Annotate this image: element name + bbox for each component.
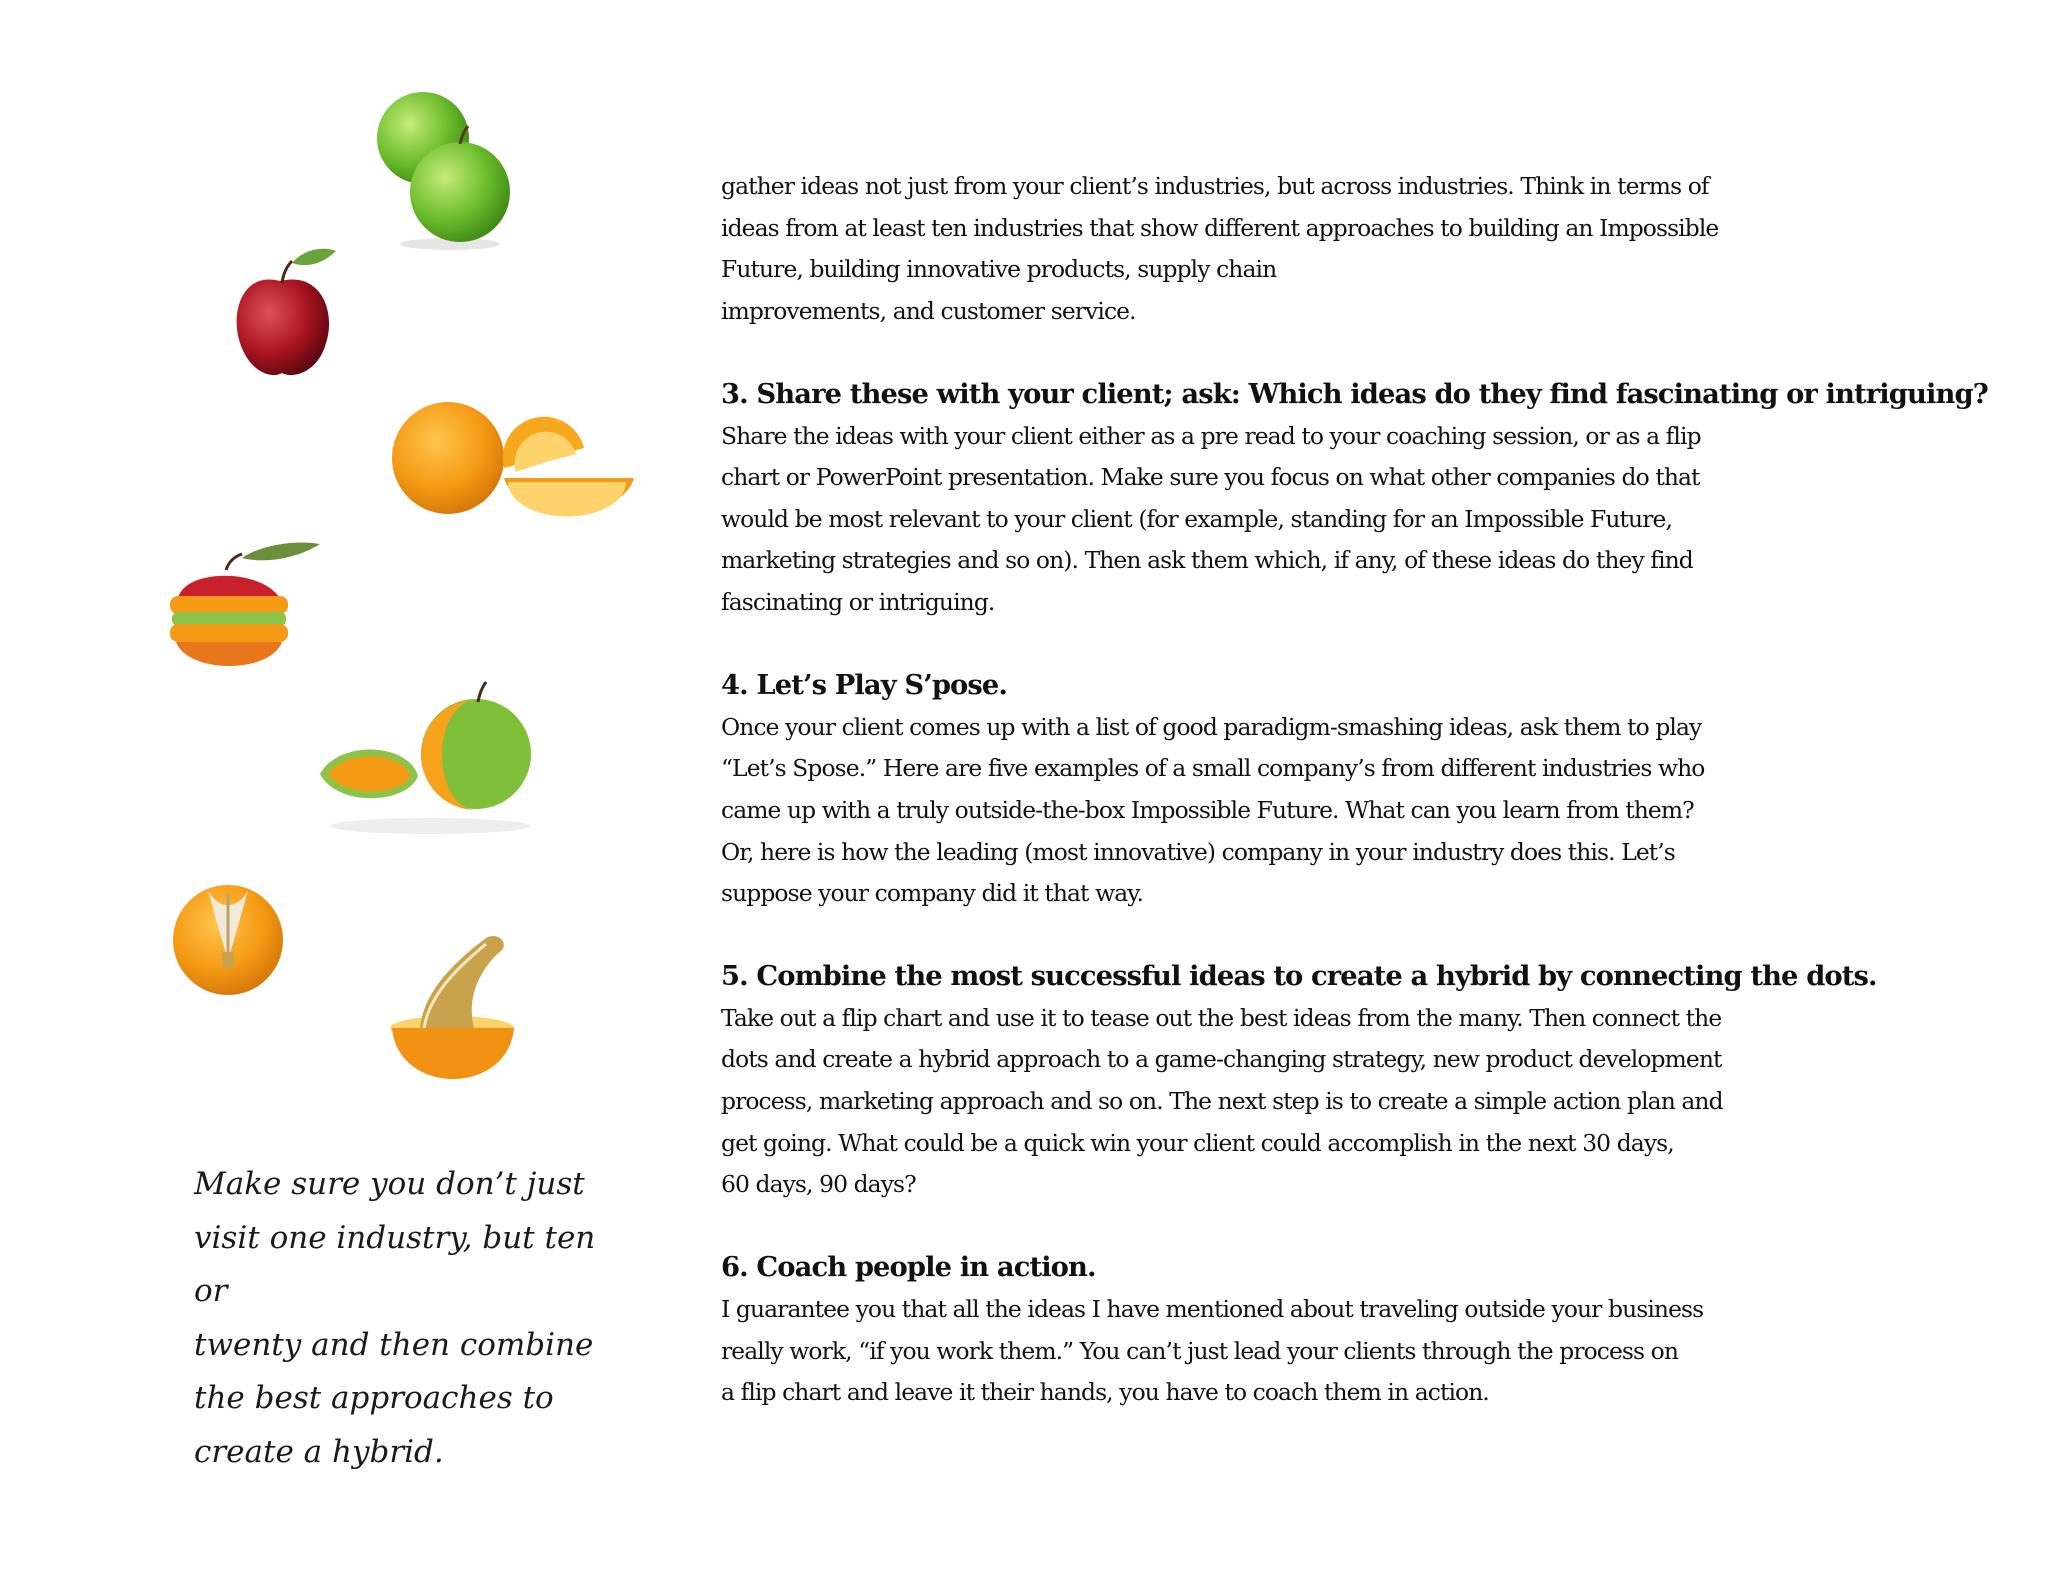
section-heading: 4. Let’s Play S’pose. bbox=[721, 669, 1008, 702]
section-lets-play-spose bbox=[721, 665, 1891, 915]
section-combine-ideas bbox=[721, 956, 1891, 1206]
zipper-orange-icon bbox=[168, 880, 288, 1000]
pull-quote: Make sure you don’t just visit one industry, but ten or twenty and then combine the best approaches to create a hybrid. bbox=[194, 1166, 596, 1470]
green-apples-icon bbox=[360, 84, 520, 254]
article-body bbox=[721, 166, 1988, 1414]
section-coach-people bbox=[721, 1247, 1891, 1413]
section-body: I guarantee you that all the ideas I have mentioned about traveling outside your business really work, “if you work them.” You can’t just lead your clients through the process on a flip chart and leave it their hands, you have to coach them in action. bbox=[721, 1295, 1704, 1407]
orange-slices-icon bbox=[386, 398, 636, 543]
red-apple-icon bbox=[222, 243, 352, 383]
section-heading: 6. Coach people in action. bbox=[721, 1251, 1096, 1284]
section-body: Share the ideas with your client either as a pre read to your coaching session, or as a flip chart or PowerPoint presentation. Make sure you focus on what other companies do that would be most relevant to your client (for example, standing for an Impossible Future, marketing strategies and so on). Then ask them which, if any, of these ideas do they find fascinating or intriguing. bbox=[721, 421, 1701, 616]
layered-apple-orange-icon bbox=[158, 540, 328, 675]
intro-paragraph: gather ideas not just from your client’s industries, but across industries. Think in terms of ideas from at least ten industries that show different approaches to building an Impossible Future, building innovative products, supply chain improvements, and customer service. bbox=[721, 172, 1719, 325]
apple-orange-hybrid-icon bbox=[318, 676, 543, 836]
fruit-illustration-column bbox=[0, 0, 660, 1582]
section-share-ideas bbox=[721, 374, 1988, 624]
peeled-orange-can-icon bbox=[390, 928, 525, 1088]
section-body: Once your client comes up with a list of good paradigm-smashing ideas, ask them to play “Let’s Spose.” Here are five examples of a small company’s from different industries who came up with a truly outside-the-box Impossible Future. What can you learn from them? Or, here is how the leading (most innovative) company in your industry does this. Let’s suppose your company did it that way. bbox=[721, 712, 1705, 908]
section-heading: 3. Share these with your client; ask: Which ideas do they find fascinating or intriguing? bbox=[721, 377, 1988, 410]
section-body: Take out a flip chart and use it to tease out the best ideas from the many. Then connect the dots and create a hybrid approach to a game-changing strategy, new product development process, marketing approach and so on. The next step is to create a simple action plan and get going. What could be a quick win your client could accomplish in the next 30 days, 60 days, 90 days? bbox=[721, 1003, 1723, 1199]
section-heading: 5. Combine the most successful ideas to create a hybrid by connecting the dots. bbox=[721, 960, 1877, 993]
